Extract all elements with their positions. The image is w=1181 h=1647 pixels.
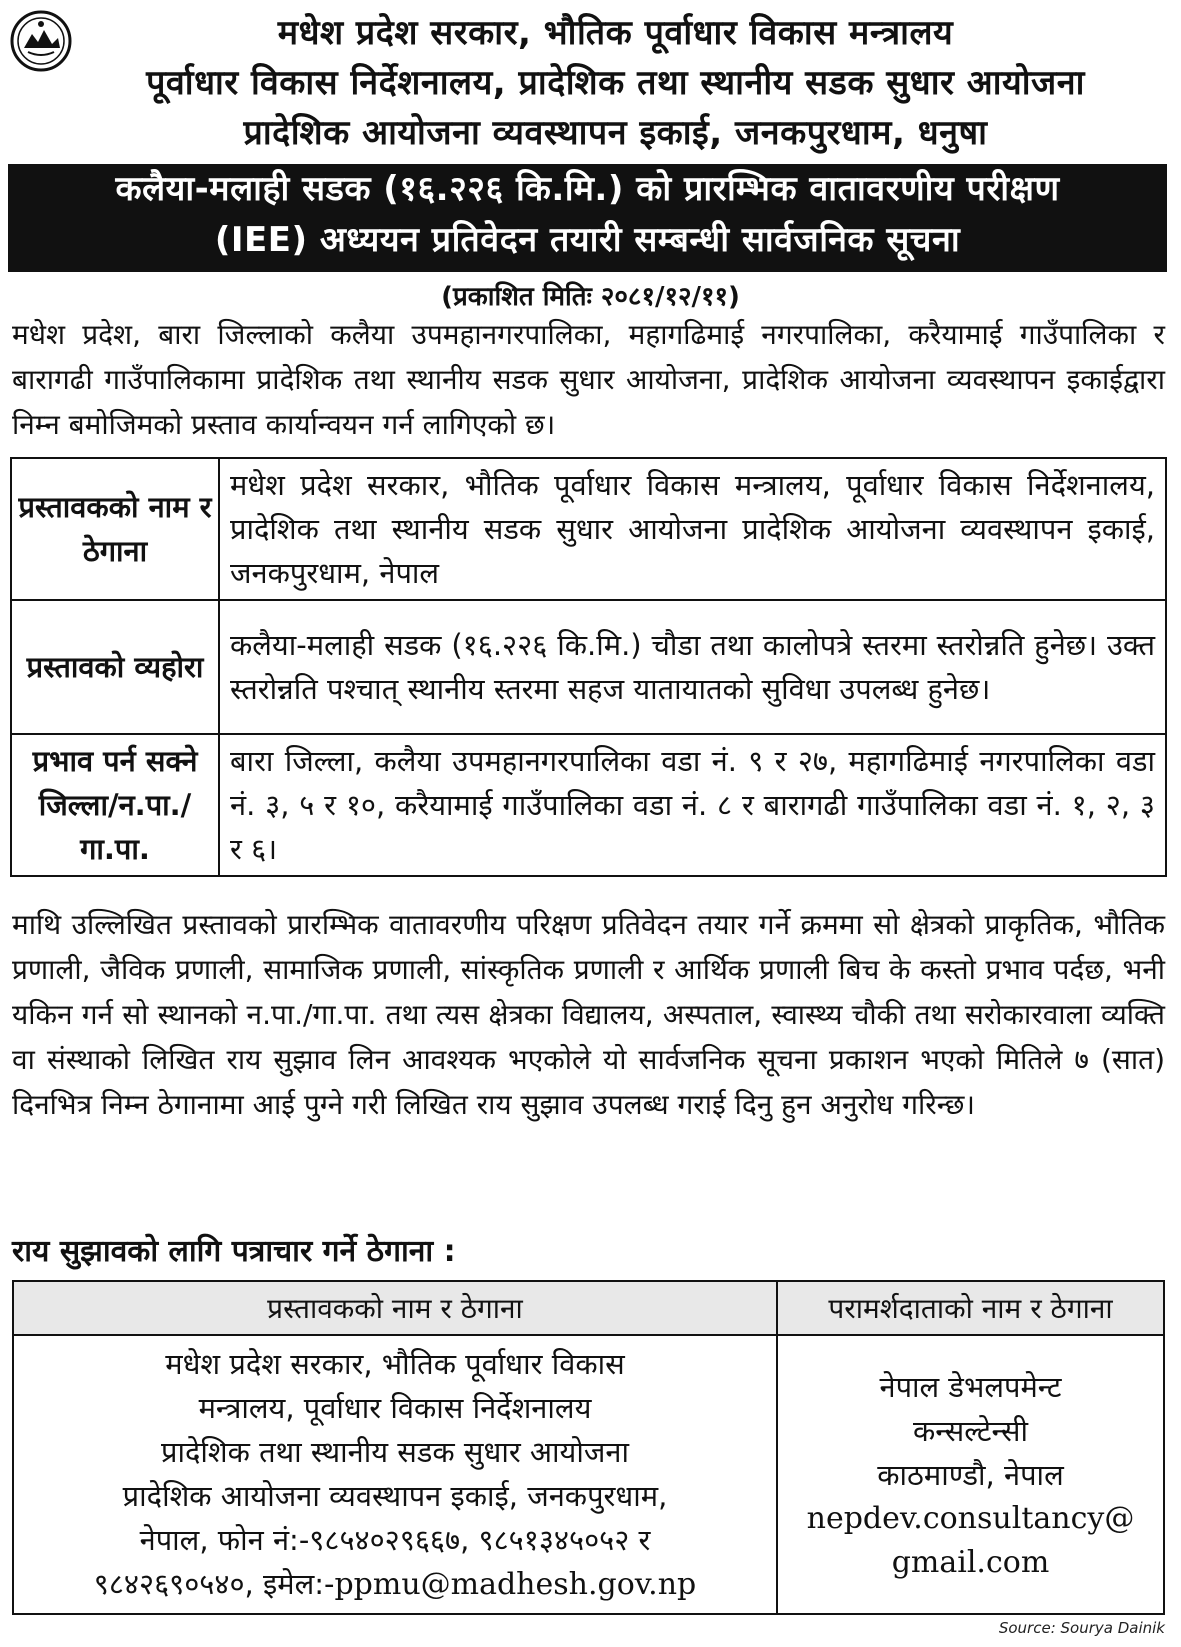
row-value: मधेश प्रदेश सरकार, भौतिक पूर्वाधार विकास मन्त्रालय, पूर्वाधार विकास निर्देशनालय, प्रादेशिक तथा स्थानीय सडक सुधार आयोजना प्रादेशिक आयोजना व्यवस्थापन इकाई, जनकपुरधाम, नेपाल [219,458,1166,600]
table-row [11,458,1166,600]
request-paragraph: माथि उल्लिखित प्रस्तावको प्रारम्भिक वातावरणीय परिक्षण प्रतिवेदन तयार गर्ने क्रममा सो क्षेत्रको प्राकृतिक, भौतिक प्रणाली, जैविक प्रणाली, सामाजिक प्रणाली, सांस्कृतिक प्रणाली र आर्थिक प्रणाली बिच के कस्तो प्रभाव पर्दछ, भनी यकिन गर्न सो स्थानको न.पा./गा.पा. तथा त्यस क्षेत्रका विद्यालय, अस्पताल, स्वास्थ्य चौकी तथा सरोकारवाला व्यक्ति वा संस्थाको लिखित राय सुझाव लिन आवश्यक भएकोले यो सार्वजनिक सूचना प्रकाशन भएको मितिले ७ (सात) दिनभित्र निम्न ठेगानामा आई पुग्ने गरी लिखित राय सुझाव उपलब्ध गराई दिनु हुन अनुरोध गरिन्छ। [12,908,1165,1121]
address-line: काठमाण्डौ, नेपाल [877,1457,1064,1492]
address-line: कन्सल्टेन्सी [913,1413,1028,1448]
header-line-2: पूर्वाधार विकास निर्देशनालय, प्रादेशिक तथा स्थानीय सडक सुधार आयोजना [146,63,1085,103]
table-row [13,1335,1164,1614]
email-label: ९८४२६९०५४०, इमेल:- [93,1567,335,1601]
consultant-email-part1[interactable]: nepdev.consultancy@ [806,1500,1135,1536]
contact-heading: राय सुझावको लागि पत्राचार गर्ने ठेगाना : [12,1234,456,1269]
row-label: प्रस्तावकको नाम र ठेगाना [11,458,219,600]
nepal-emblem-icon [10,10,72,72]
row-value: बारा जिल्ला, कलैया उपमहानगरपालिका वडा नं. ९ र २७, महागढिमाई नगरपालिका वडा नं. ३, ५ र १०, करैयामाई गाउँपालिका वडा नं. ८ र बारागढी गाउँपालिका वडा नं. १, २, ३ र ६। [219,734,1166,876]
source-credit: Source: Sourya Dainik [998,1619,1165,1637]
column-header-consultant: परामर्शदाताको नाम र ठेगाना [777,1281,1164,1335]
row-value: कलैया-मलाही सडक (१६.२२६ कि.मि.) चौडा तथा कालोपत्रे स्तरमा स्तरोन्नति हुनेछ। उक्त स्तरोन्नति पश्चात् स्थानीय स्तरमा सहज यातायातको सुविधा उपलब्ध हुनेछ। [219,600,1166,734]
title-line-1: कलैया-मलाही सडक (१६.२२६ कि.मि.) को प्रारम्भिक वातावरणीय परीक्षण [115,169,1060,209]
address-table [12,1280,1165,1615]
published-date: (प्रकाशित मितिः २०८१/१२/११) [441,282,740,312]
consultant-address-cell [777,1335,1164,1614]
row-label: प्रभाव पर्न सक्ने जिल्ला/न.पा./ गा.पा. [11,734,219,876]
address-line: प्रादेशिक तथा स्थानीय सडक सुधार आयोजना [160,1435,630,1469]
consultant-email-part2[interactable]: gmail.com [891,1544,1050,1580]
address-line: प्रादेशिक आयोजना व्यवस्थापन इकाई, जनकपुरधाम, [122,1479,668,1513]
table-row [11,600,1166,734]
table-row [11,734,1166,876]
proponent-address-cell [13,1335,777,1614]
email-link[interactable]: ppmu@madhesh.gov.np [334,1567,697,1602]
address-line: मन्त्रालय, पूर्वाधार विकास निर्देशनालय [198,1391,592,1425]
address-line: मधेश प्रदेश सरकार, भौतिक पूर्वाधार विकास [165,1347,625,1381]
intro-paragraph: मधेश प्रदेश, बारा जिल्लाको कलैया उपमहानगरपालिका, महागढिमाई नगरपालिका, करैयामाई गाउँपालिका र बारागढी गाउँपालिकामा प्रादेशिक तथा स्थानीय सडक सुधार आयोजना, प्रादेशिक आयोजना व्यवस्थापन इकाईद्वारा निम्न बमोजिमको प्रस्ताव कार्यान्वयन गर्न लागिएको छ। [12,318,1165,441]
address-line-email [22,1562,768,1607]
address-line: नेपाल, फोन नं:-९८५४०२९६६७, ९८५१३४५०५२ र [139,1523,651,1557]
row-label: प्रस्तावको व्यहोरा [11,600,219,734]
table-header-row [13,1281,1164,1335]
title-line-2: (IEE) अध्ययन प्रतिवेदन तयारी सम्बन्धी सार्वजनिक सूचना [214,220,961,260]
header-line-1: मधेश प्रदेश सरकार, भौतिक पूर्वाधार विकास मन्त्रालय [277,13,954,53]
proposal-info-table [10,457,1167,877]
address-line: नेपाल डेभलपमेन्ट [879,1369,1062,1404]
header-line-3: प्रादेशिक आयोजना व्यवस्थापन इकाई, जनकपुरधाम, धनुषा [243,113,988,153]
column-header-proponent: प्रस्तावकको नाम र ठेगाना [13,1281,777,1335]
notice-title-banner [8,164,1167,272]
header [90,8,1141,158]
